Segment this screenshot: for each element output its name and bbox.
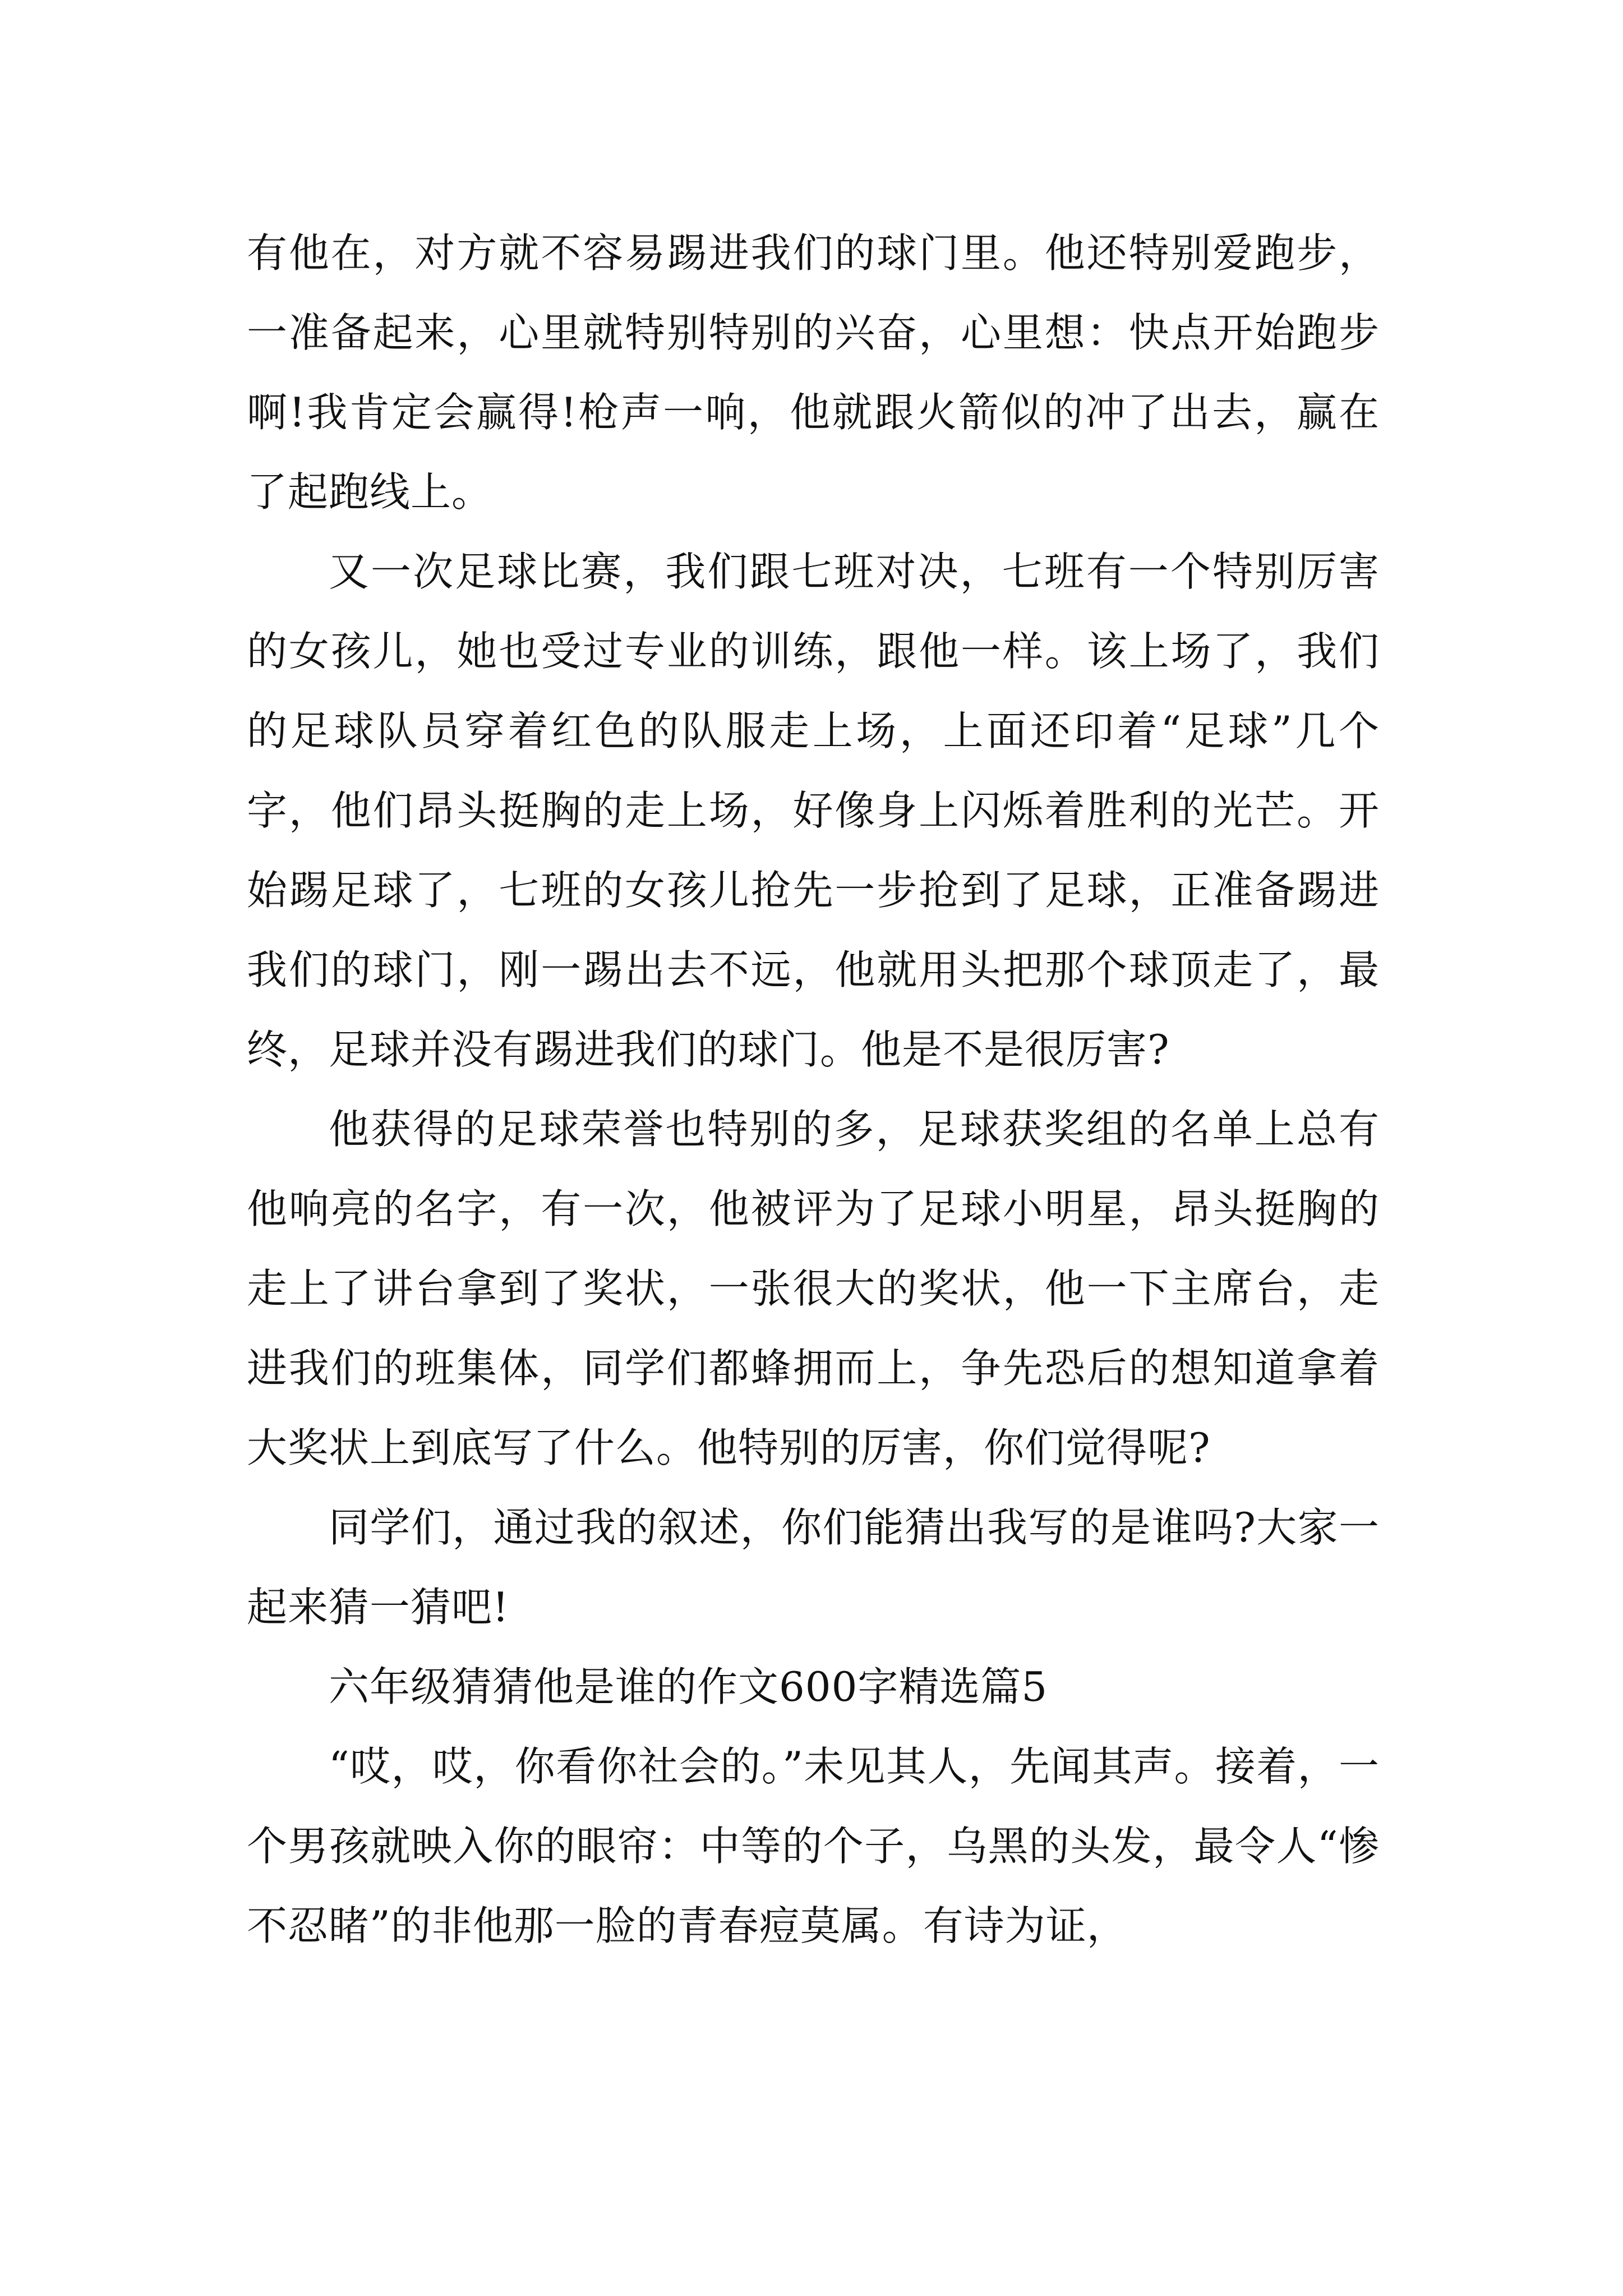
document-body bbox=[247, 213, 1380, 1966]
paragraph-essay-5-intro: “哎，哎，你看你社会的。”未见其人，先闻其声。接着，一个男孩就映入你的眼帘：中等的个子，乌黑的头发，最令人“惨不忍睹”的非他那一脸的青春痘莫属。有诗为证， bbox=[247, 1743, 1380, 1949]
paragraph-guess-who: 同学们，通过我的叙述，你们能猜出我写的是谁吗?大家一起来猜一猜吧! bbox=[247, 1504, 1380, 1631]
paragraph-football-honors: 他获得的足球荣誉也特别的多，足球获奖组的名单上总有他响亮的名字，有一次，他被评为了足球小明星，昂头挺胸的走上了讲台拿到了奖状，一张很大的奖状，他一下主席台，走进我们的班集体，同学们都蜂拥而上，争先恐后的想知道拿着大奖状上到底写了什么。他特别的厉害，你们觉得呢? bbox=[247, 1106, 1380, 1471]
paragraph-football-defense-running: 有他在，对方就不容易踢进我们的球门里。他还特别爱跑步，一准备起来，心里就特别特别的兴奋，心里想：快点开始跑步啊!我肯定会赢得!枪声一响，他就跟火箭似的冲了出去，赢在了起跑线上。 bbox=[247, 229, 1380, 516]
section-heading-essay-5: 六年级猜猜他是谁的作文600字精选篇5 bbox=[329, 1663, 1048, 1710]
paragraph-football-match-class-seven: 又一次足球比赛，我们跟七班对决，七班有一个特别厉害的女孩儿，她也受过专业的训练，跟他一样。该上场了，我们的足球队员穿着红色的队服走上场，上面还印着“足球”几个字，他们昂头挺胸的走上场，好像身上闪烁着胜利的光芒。开始踢足球了，七班的女孩儿抢先一步抢到了足球，正准备踢进我们的球门，刚一踢出去不远，他就用头把那个球顶走了，最终，足球并没有踢进我们的球门。他是不是很厉害? bbox=[247, 548, 1380, 1073]
